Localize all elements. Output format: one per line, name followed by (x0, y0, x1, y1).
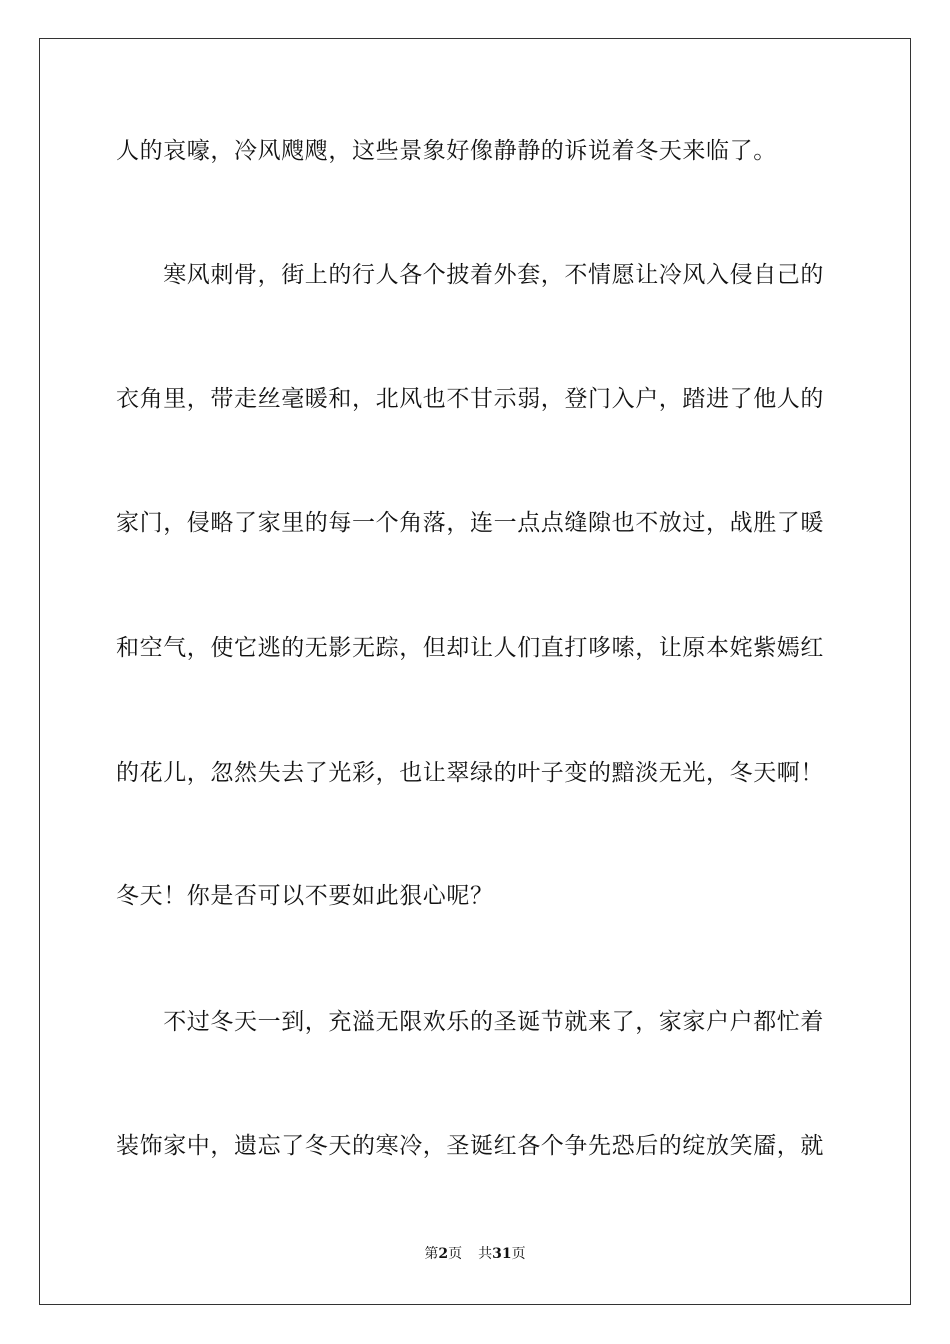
total-pages: 31 (492, 1246, 512, 1262)
text-line-6: 的花儿，忽然失去了光彩，也让翠绿的叶子变的黯淡无光，冬天啊！ (116, 760, 824, 786)
text-line-8: 不过冬天一到，充溢无限欢乐的圣诞节就来了，家家户户都忙着 (116, 1009, 824, 1035)
page-number: 2 (438, 1246, 449, 1262)
text-line-5: 和空气，使它逃的无影无踪，但却让人们直打哆嗦，让原本姹紫嫣红 (116, 635, 824, 661)
text-line-2: 寒风刺骨，街上的行人各个披着外套，不情愿让冷风入侵自己的 (116, 262, 824, 288)
text-line-4: 家门，侵略了家里的每一个角落，连一点点缝隙也不放过，战胜了暖 (116, 510, 824, 536)
page-prefix: 第 (424, 1246, 439, 1262)
page-suffix: 页 (448, 1246, 463, 1262)
total-suffix: 页 (511, 1246, 526, 1262)
text-line-7: 冬天！你是否可以不要如此狠心呢？ (116, 883, 494, 909)
text-line-9: 装饰家中，遗忘了冬天的寒冷，圣诞红各个争先恐后的绽放笑靥，就 (116, 1133, 824, 1159)
total-prefix: 共 (478, 1246, 493, 1262)
text-line-1: 人的哀嚎，冷风飕飕，这些景象好像静静的诉说着冬天来临了。 (116, 138, 777, 164)
page-border (39, 38, 911, 1305)
text-line-3: 衣角里，带走丝毫暖和，北风也不甘示弱，登门入户，踏进了他人的 (116, 386, 824, 412)
page-footer (0, 1244, 950, 1264)
